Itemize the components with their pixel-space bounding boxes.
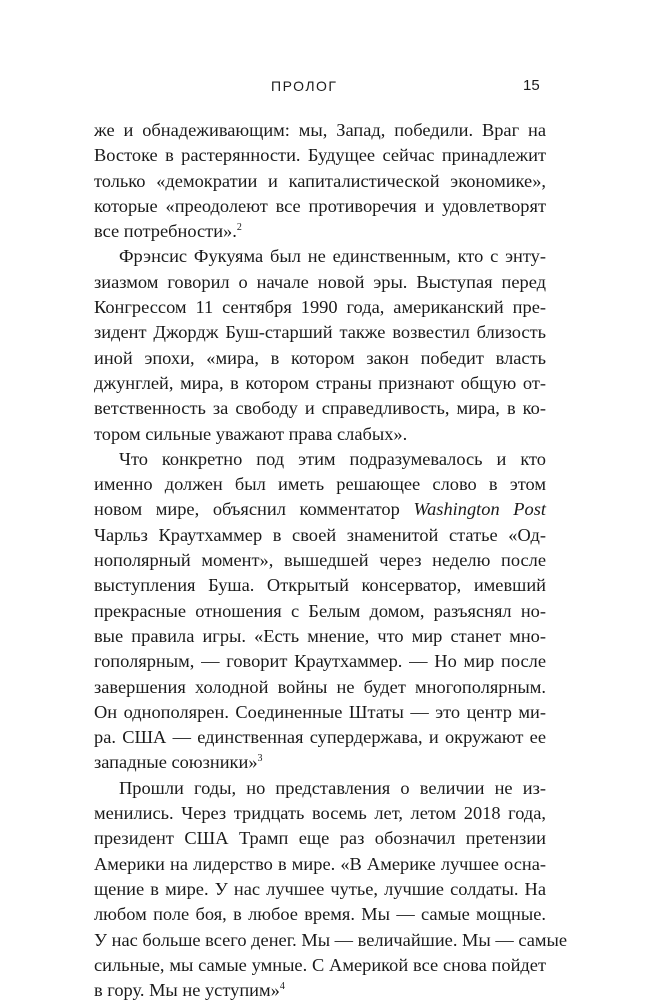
paragraph-4 <box>94 776 568 1003</box>
text-line: сильные, мы самые умные. С Америкой все снова пойдет <box>94 954 546 975</box>
text-line: Прошли годы, но представления о величии не из- <box>119 777 546 798</box>
text-line: Что конкретно под этим подразумевалось и кто <box>119 448 546 469</box>
text-line-last <box>94 750 546 775</box>
text-line: иной эпохи, «мира, в котором закон победит власть <box>94 347 546 368</box>
footnote-marker: 3 <box>257 753 263 765</box>
text-line-with-publication <box>94 497 546 522</box>
text-line: нополярный момент», вышедшей через неделю после <box>94 550 546 571</box>
text-line: Конгрессом 11 сентября 1990 года, американский пре- <box>94 297 546 318</box>
chapter-title: ПРОЛОГ <box>271 78 338 94</box>
text-line: все потребности». <box>94 221 237 242</box>
text-line: щение в мире. У нас лучшее чутье, лучшие солдаты. На <box>94 878 546 899</box>
text-line-last <box>94 219 546 244</box>
text-line: только «демократии и капиталистической экономике», <box>94 170 546 191</box>
text-line: джунглей, мира, в котором страны признают общую от- <box>94 372 546 393</box>
text-line: завершения холодной войны не будет многополярным. <box>94 676 546 697</box>
text-line: новом мире, объяснил комментатор <box>94 499 414 520</box>
running-head <box>0 78 645 102</box>
paragraph-1 <box>94 118 546 244</box>
text-line: прекрасные отношения с Белым домом, разъяснял но- <box>94 600 546 621</box>
text-line: зидент Джордж Буш-старший также возвестил близость <box>94 322 546 343</box>
text-line: ветственность за свободу и справедливость, мира, в ко- <box>94 398 546 419</box>
text-line: которые «преодолеют все противоречия и удовлетворят <box>94 195 546 216</box>
paragraph-3 <box>94 447 546 776</box>
text-line: У нас больше всего денег. Мы — величайшие. Мы — самые <box>94 929 568 950</box>
text-line: в гору. Мы не уступим» <box>94 980 280 1001</box>
text-line: же и обнадеживающим: мы, Запад, победили. Враг на <box>94 120 546 140</box>
text-line: зиазмом говорил о начале новой эры. Выступая перед <box>94 271 546 292</box>
paragraph-2 <box>94 244 546 446</box>
text-line: западные союзники» <box>94 752 258 773</box>
text-line: менились. Через тридцать восемь лет, летом 2018 года, <box>94 803 546 824</box>
text-line: тором сильные уважают права слабых». <box>94 423 408 444</box>
text-line: президент США Трамп еще раз обозначил претензии <box>94 828 546 849</box>
text-line-last <box>94 978 546 1003</box>
footnote-marker: 2 <box>236 222 242 234</box>
text-line: вые правила игры. «Есть мнение, что мир станет мно- <box>94 625 546 646</box>
page-number: 15 <box>523 77 540 94</box>
publication-name: Washington Post <box>413 499 546 520</box>
text-line: выступления Буша. Открытый консерватор, имевший <box>94 575 546 596</box>
text-line: ра. США — единственная супердержава, и окружают ее <box>94 727 546 748</box>
text-line: Востоке в растерянности. Будущее сейчас принадлежит <box>94 145 546 166</box>
text-line: Фрэнсис Фукуяма был не единственным, кто с энту- <box>119 246 546 267</box>
text-line: любом поле боя, в любое время. Мы — самые мощные. <box>94 904 546 925</box>
text-line: гополярным, — говорит Краутхаммер. — Но мир после <box>94 651 546 672</box>
body-text <box>94 118 568 1003</box>
footnote-marker: 4 <box>279 980 285 992</box>
text-line: Чарльз Краутхаммер в своей знаменитой статье «Од- <box>94 524 546 545</box>
text-line: именно должен был иметь решающее слово в этом <box>94 474 546 495</box>
text-line: Америки на лидерство в мире. «В Америке лучшее осна- <box>94 853 546 874</box>
text-line: Он однополярен. Соединенные Штаты — это центр ми- <box>94 701 546 722</box>
